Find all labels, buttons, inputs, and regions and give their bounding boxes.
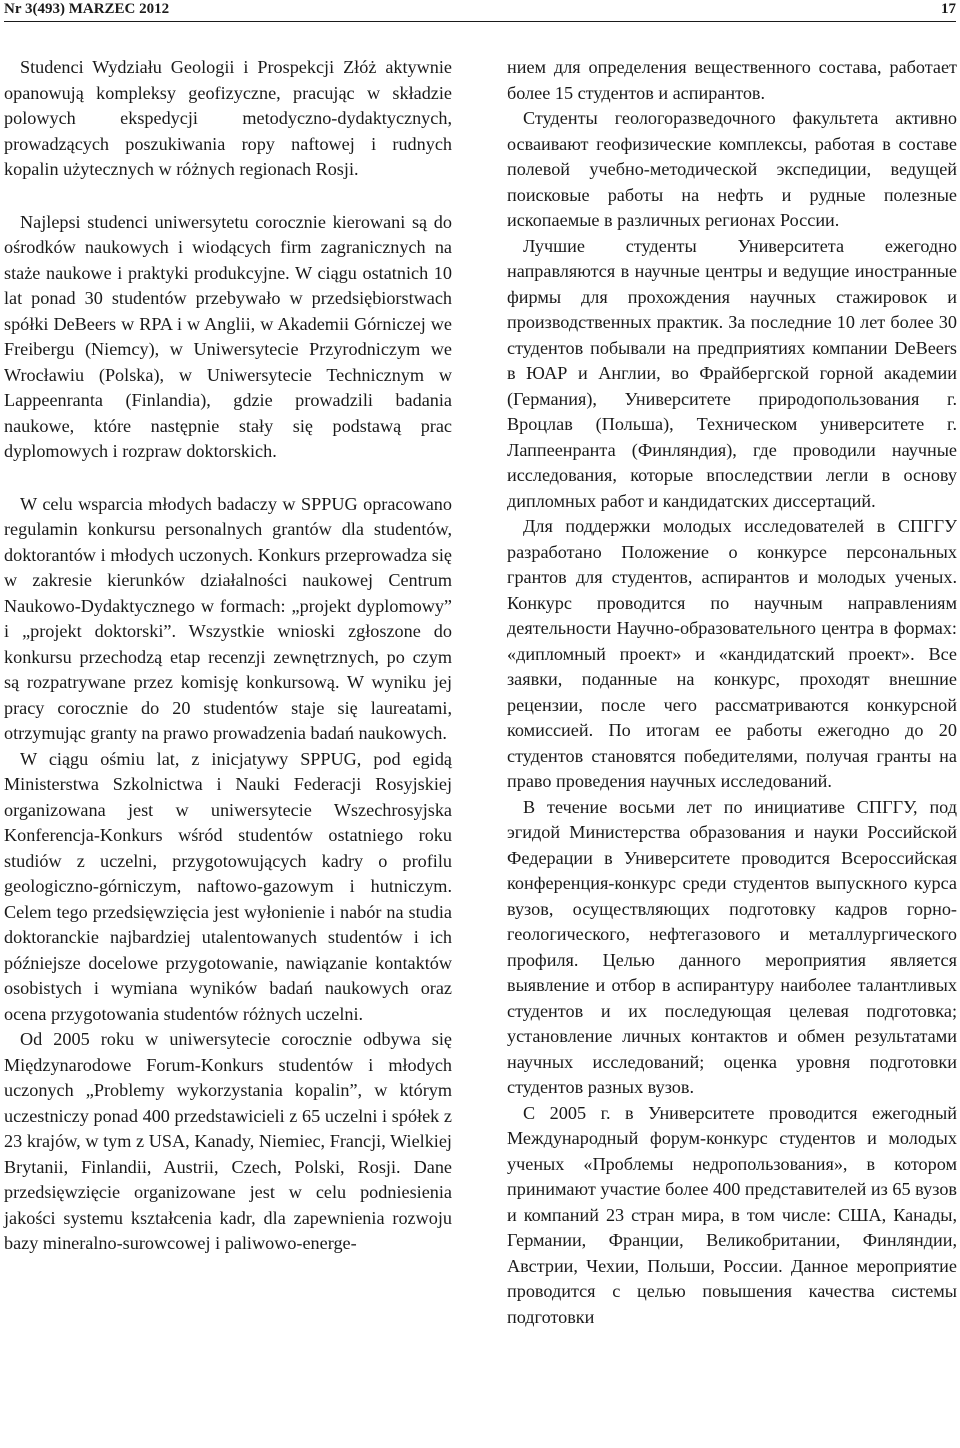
page-header <box>4 0 956 22</box>
page-number: 17 <box>941 1 956 17</box>
paragraph: W celu wsparcia młodych badaczy w SPPUG opracowano regulamin konkursu personalnych grantów dla studentów, doktorantów i młodych uczonych. Konkurs przeprowadza się w zakresie kierunków działalności naukowej Centrum Naukowo-Dydaktycznego w formach: „projekt dyplomowy” i „projekt doktorski”. Wszystkie wnioski zgłoszone do konkursu przechodzą etap recenzji zewnętrznych, po czym są rozpatrywane przez komisję konkursową. W wyniku jej pracy corocznie do 20 studentów staje się laureatami, otrzymując granty na prawo prowadzenia badań naukowych. <box>4 493 452 743</box>
russian-column <box>507 55 957 1330</box>
issue-label: Nr 3(493) MARZEC 2012 <box>4 1 170 17</box>
paragraph: Studenci Wydziału Geologii i Prospekcji Złóż aktywnie opanowują kompleksy geofizyczne, pracując w składzie polowych ekspedycji metodyczno-dydaktycznych, prowadzących poszukiwania ropy naftowej i rudnych kopalin użytecznych w różnych regionach Rosji. <box>4 57 452 179</box>
paragraph: нием для определения вещественного состава, работает более 15 студентов и аспирантов. <box>507 57 957 103</box>
paragraph: Лучшие студенты Университета ежегодно направляются в научные центры и ведущие иностранные фирмы для прохождения научных стажировок и производственных практик. За последние 10 лет более 30 студентов побывали на предприятиях компании DeBeers в ЮАР и Англии, во Фрайбергской горной академии (Германия), Университете природопользования г. Вроцлав (Польша), Техническом университете г. Лаппеенранта (Финляндия), где проводили научные исследования, которые впоследствии легли в основу дипломных работ и кандидатских диссертаций. <box>507 235 957 511</box>
paragraph: Для поддержки молодых исследователей в СПГГУ разработано Положение о конкурсе персональных грантов для студентов, аспирантов и молодых ученых. Конкурс проводится по научным направлениям деятельности Научно-образовательного центра в формах: «дипломный проект» и «кандидатский проект». Все заявки, поданные на конкурс, проходят внешние рецензии, после чего рассматриваются конкурсной комиссией. По итогам ее работы ежегодно до 20 студентов становятся победителями, получая гранты на право проведения научных исследований. <box>507 516 957 791</box>
paragraph: В течение восьми лет по инициативе СПГГУ, под эгидой Министерства образования и науки Российской Федерации в Университете проводится Всероссийская конференция-конкурс среди студентов выпускного курса вузов, осуществляющих подготовку кадров горно-геологического, нефтегазового и металлургического профиля. Целью данного мероприятия является выявление и отбор в аспирантуру наиболее талантливых студентов и их последующая целевая подготовка; установление личных контактов и обмен результатами научных исследований; оценка уровня подготовки студентов разных вузов. <box>507 796 957 1097</box>
paragraph: Od 2005 roku w uniwersytecie corocznie odbywa się Międzynarodowe Forum-Konkurs studentów i młodych uczonych „Problemy wykorzystania kopalin”, w którym uczestniczy ponad 400 przedstawicieli z 65 uczelni i spółek z 23 krajów, w tym z USA, Kanady, Niemiec, Francji, Wielkiej Brytanii, Finlandii, Austrii, Czech, Polski, Rosji. Dane przedsięwzięcie organizowane jest w celu podniesienia jakości systemu kształcenia kadr, dla zapewnienia rozwoju bazy mineralno-surowcowej i paliwowo-energe- <box>4 1029 452 1253</box>
paragraph: Студенты геологоразведочного факультета активно осваивают геофизические комплексы, работая в составе полевой учебно-методической экспедиции, ведущей поисковые работы на нефть и рудные полезные ископаемые в различных регионах России. <box>507 108 957 230</box>
polish-column <box>4 55 452 1257</box>
paragraph: С 2005 г. в Университете проводится ежегодный Международный форум-конкурс студентов и молодых ученых «Проблемы недропользования», в котором принимают участие более 400 представителей из 65 вузов и компаний 23 стран мира, в том числе: США, Канады, Германии, Франции, Великобритании, Финляндии, Австрии, Чехии, Польши, России. Данное мероприятие проводится с целью повышения качества системы подготовки <box>507 1102 957 1327</box>
paragraph: Najlepsi studenci uniwersytetu corocznie kierowani są do ośrodków naukowych i wiodących firm zagranicznych na staże naukowe i praktyki produkcyjne. W ciągu ostatnich 10 lat ponad 30 studentów przebywało w przedsiębiorstwach spółki DeBeers w RPA i w Anglii, w Akademii Górniczej we Freibergu (Niemcy), w Uniwersytecie Przyrodniczym we Wrocławiu (Polska), w Uniwersytecie Technicznym w Lappeenranta (Finlandia), gdzie prowadzili badania naukowe, które następnie stały się podstawą prac dyplomowych i rozpraw doktorskich. <box>4 211 452 461</box>
paragraph: W ciągu ośmiu lat, z inicjatywy SPPUG, pod egidą Ministerstwa Szkolnictwa i Nauki Federacji Rosyjskiej organizowana jest w uniwersytecie Wszechrosyjska Konferencja-Konkurs wśród studentów ostatniego roku studiów z uczelni, przygotowujących kadry o profilu geologiczno-górniczym, naftowo-gazowym i hutniczym. Celem tego przedsięwzięcia jest wyłonienie i nabór na studia doktoranckie najbardziej utalentowanych studentów i ich późniejsze docelowe przygotowanie, nawiązanie kontaktów osobistych i wymiana wyników badań naukowych oraz ocena przygotowania studentów różnych uczelni. <box>4 748 452 1024</box>
